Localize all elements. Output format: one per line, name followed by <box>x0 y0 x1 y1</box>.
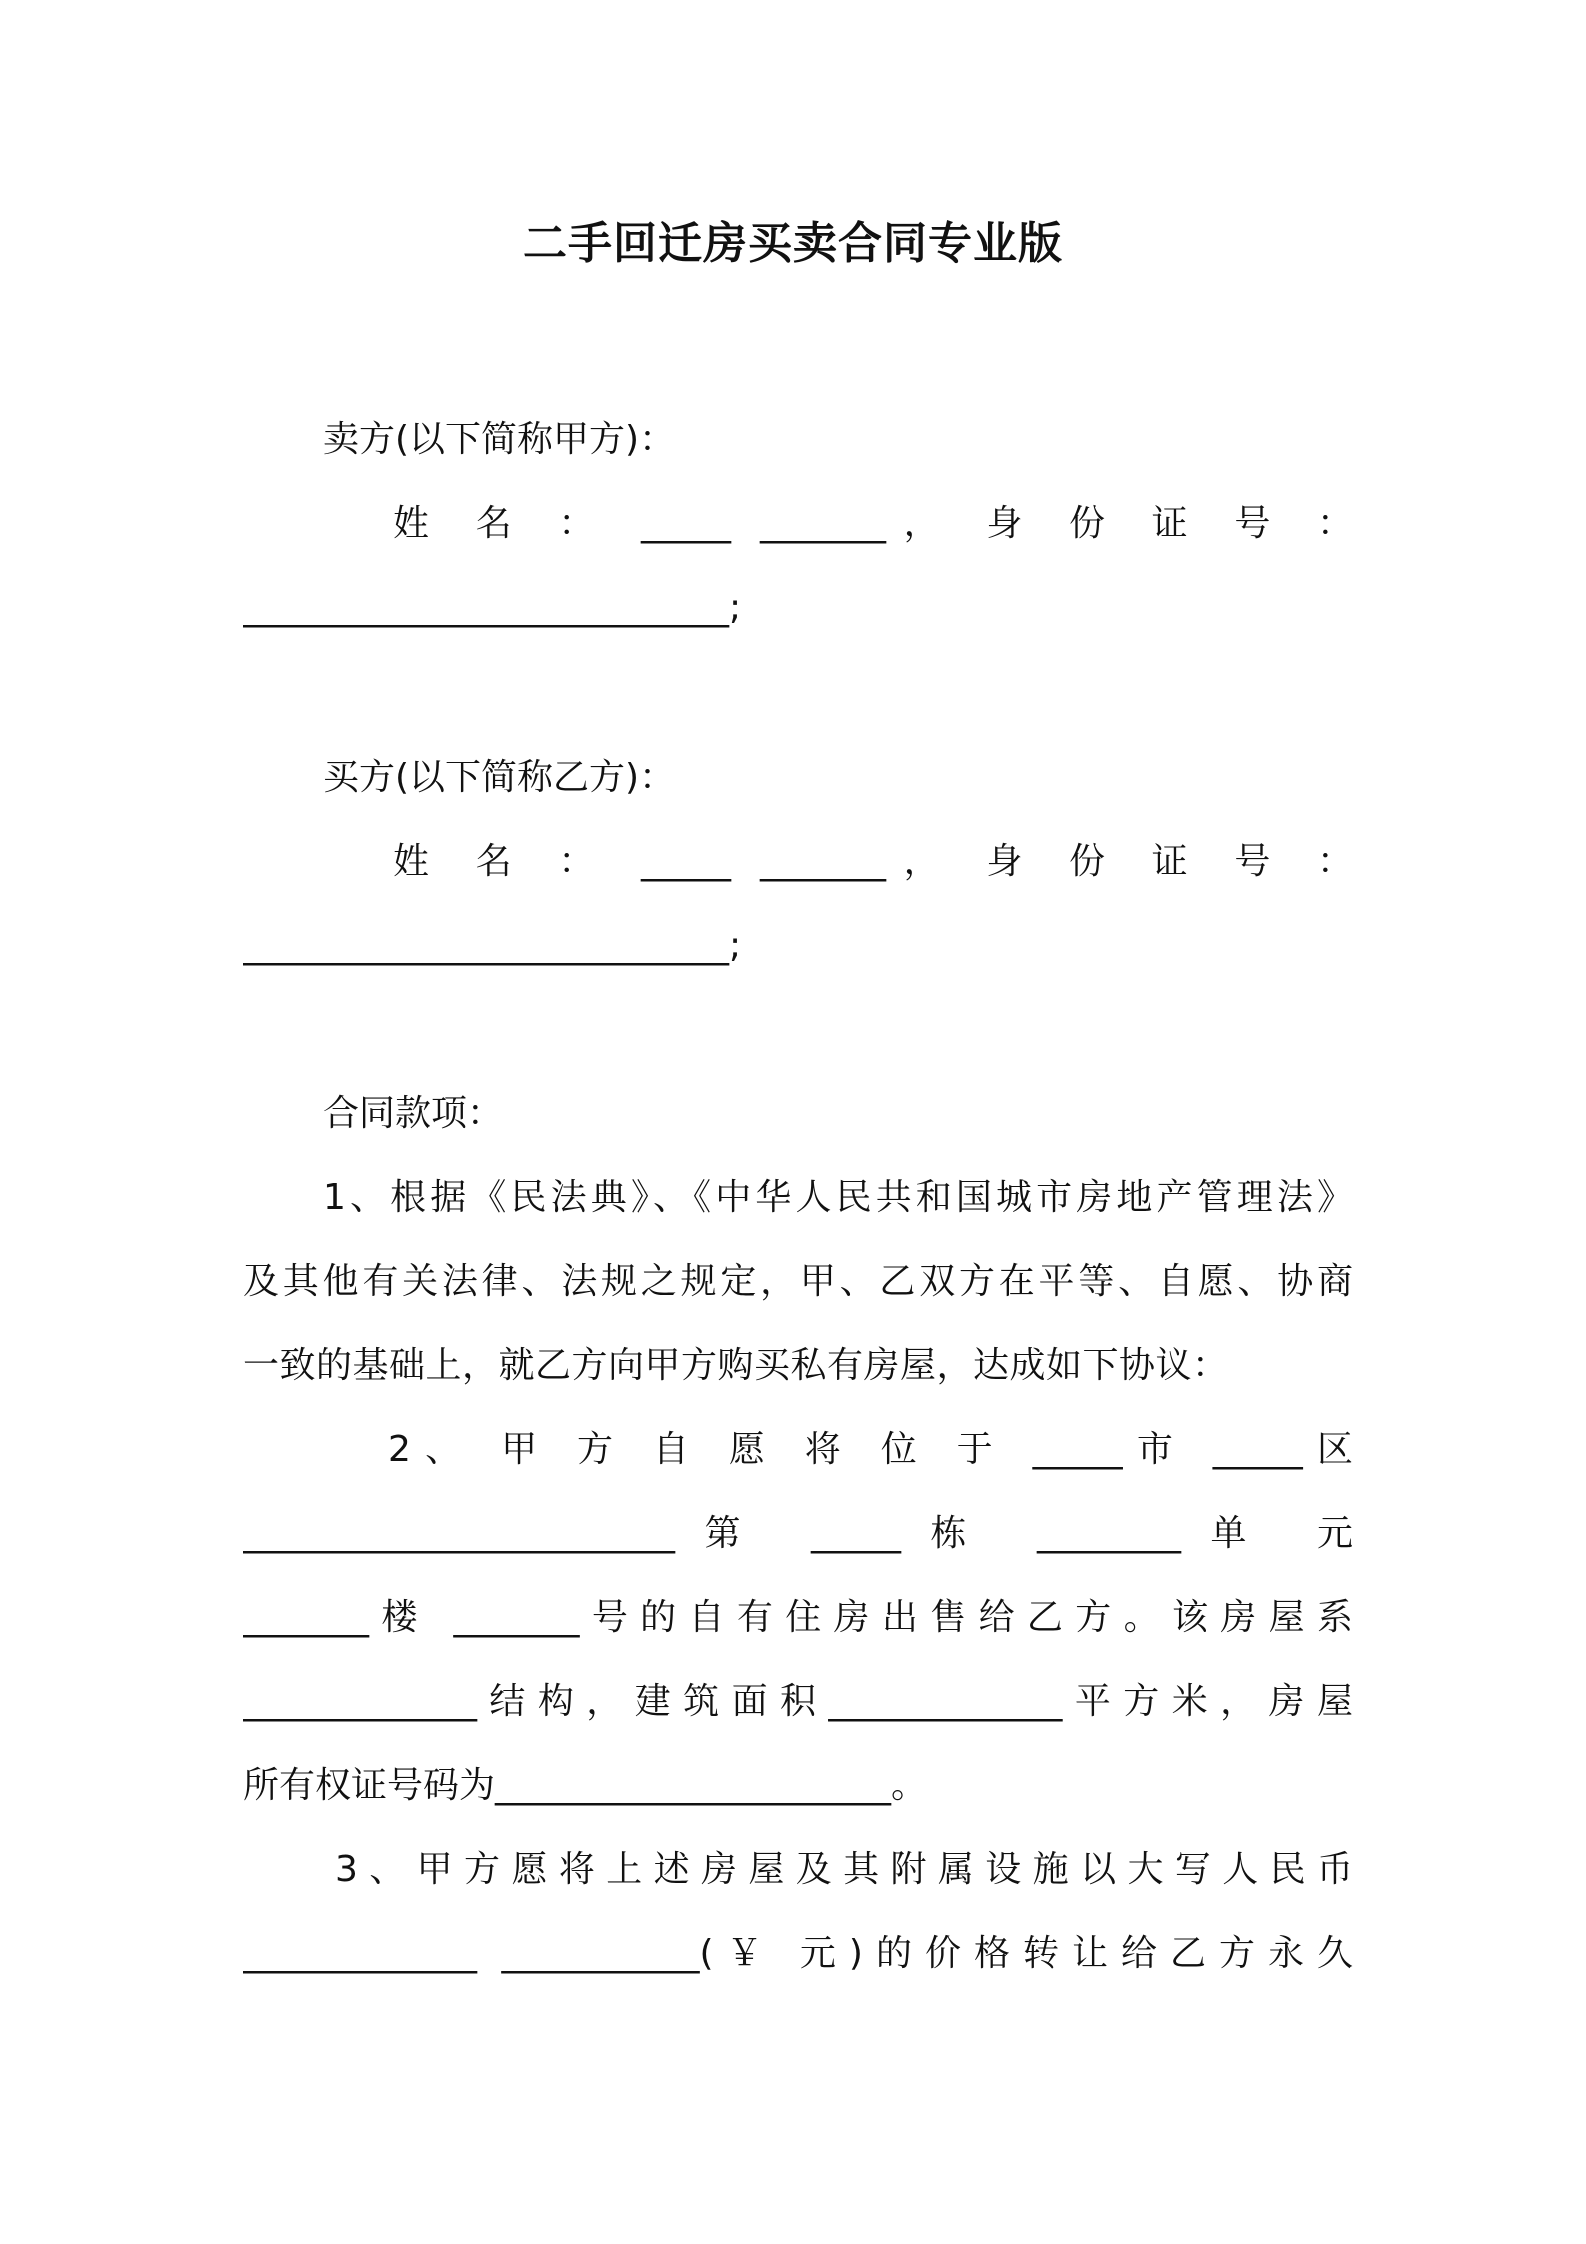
clause-1-line-3: 一致的基础上，就乙方向甲方购买私有房屋，达成如下协议： <box>243 1345 1229 1386</box>
seller-id-blank-line: ___________________________; <box>243 587 742 628</box>
contract-terms-heading: 合同款项： <box>323 1093 504 1134</box>
clause-3-line-1: 3、甲方愿将上述房屋及其附属设施以大写人民币 <box>335 1849 1353 1890</box>
clause-2-line-3: _______楼 _______号的自有住房出售给乙方。该房屋系 <box>243 1597 1353 1638</box>
clause-2-line-4: _____________结构，建筑面积_____________平方米，房屋 <box>243 1681 1353 1722</box>
seller-name-id-line: 姓 名 ： _____ _______， 身 份 证 号 ： <box>393 503 1353 544</box>
clause-2-line-1: 2、 甲 方 自 愿 将 位 于 _____市 _____区 <box>388 1429 1353 1470</box>
clause-2-line-5: 所有权证号码为______________________。 <box>243 1765 928 1806</box>
clause-1-line-1: 1、根据《民法典》、《中华人民共和国城市房地产管理法》 <box>323 1177 1353 1218</box>
buyer-name-id-line: 姓 名 ： _____ _______， 身 份 证 号 ： <box>393 841 1353 882</box>
seller-heading: 卖方(以下简称甲方)： <box>323 419 676 460</box>
clause-1-line-2: 及其他有关法律、法规之规定，甲、乙双方在平等、自愿、协商 <box>243 1261 1353 1302</box>
buyer-heading: 买方(以下简称乙方)： <box>323 757 676 798</box>
document-title: 二手回迁房买卖合同专业版 <box>523 218 1063 269</box>
clause-3-line-2: _____________ ___________(￥ 元)的价格转让给乙方永久 <box>243 1933 1353 1974</box>
buyer-id-blank-line: ___________________________; <box>243 925 742 966</box>
clause-2-line-2: ________________________第 _____栋 ________单 元 <box>243 1513 1353 1554</box>
